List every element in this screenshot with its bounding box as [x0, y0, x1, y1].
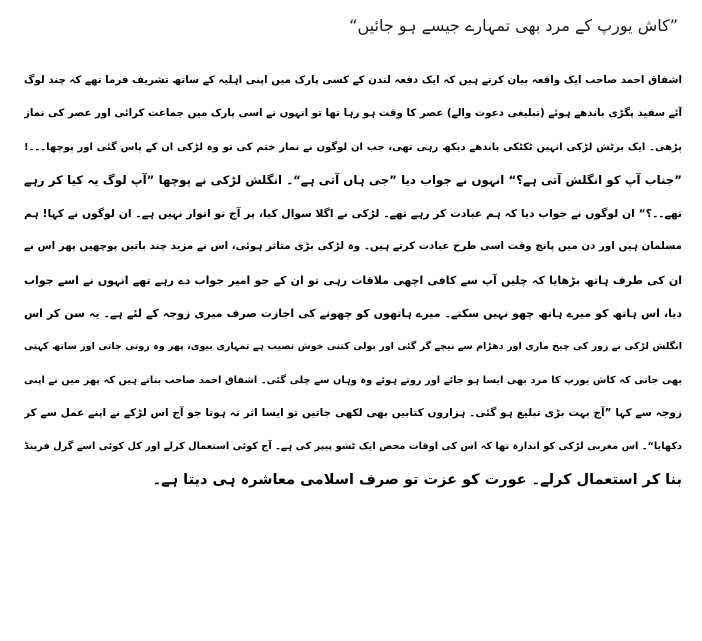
body-line: ان کی طرف ہاتھ بڑھایا کہ چلیں آپ سے کافی اچھی ملاقات رہی تو ان کے جو امیر جواب دے رہے تھے انہوں نے اسے جواب: [24, 273, 682, 287]
body-line: زوجہ سے کہا ”آج بہت بڑی تبلیغ ہو گئی۔ ہزاروں کتابیں بھی لکھی جاتیں تو ایسا اثر نہ ہوتا جو آج اس لڑکے نے اپنے عمل سے کر: [24, 406, 682, 419]
body-line: آئے سفید پگڑی باندھے ہوئے (تبلیغی دعوت والے) عصر کا وقت ہو رہا تھا تو انہوں نے اسی پارک میں جماعت کرائی اور عصر کی نماز: [24, 107, 682, 120]
article-body: [24, 64, 682, 497]
body-line: دیا، اس ہاتھ کو میرے ہاتھ چھو نہیں سکتے۔ میرے ہاتھوں کو چھونے کی اجازت صرف میری زوجہ کے لئے ہے۔ یہ سن کر اس: [24, 307, 682, 321]
body-line: بنا کر استعمال کرلے۔ عورت کو عزت تو صرف اسلامی معاشرہ ہی دیتا ہے۔: [152, 471, 682, 488]
article: [24, 6, 682, 634]
body-line: مسلمان ہیں اور دن میں پانچ وقت اسی طرح عبادت کرتے ہیں۔ وہ لڑکی بڑی متاثر ہوئی، اس نے مزید چند باتیں پوچھیں پھر اس نے: [24, 240, 682, 253]
article-title: ”کاش یورپ کے مرد بھی تمہارے جیسے ہو جائیں“: [349, 16, 678, 35]
body-line: اشفاق احمد صاحب ایک واقعہ بیان کرتے ہیں کہ ایک دفعہ لندن کے کسی پارک میں اپنی اہلیہ کے ساتھ تشریف فرما تھے کہ چند لوگ: [24, 74, 682, 86]
body-line: پڑھی۔ ایک برٹش لڑکی انہیں ٹکٹکی باندھے دیکھ رہی تھی، جب ان لوگوں نے نماز ختم کی تو وہ لڑکی ان کے پاس گئی اور پوچھا۔۔۔!: [24, 141, 682, 153]
body-line: بھی جاتی کہ کاش یورپ کا مرد بھی ایسا ہو جائے اور روتے ہوئے وہ وہاں سے چلی گئی۔ اشفاق احمد صاحب بتاتے ہیں کہ پھر میں نے اپنی: [24, 374, 682, 386]
body-line: تھے۔۔؟“ ان لوگوں نے جواب دیا کہ ہم عبادت کر رہے تھے۔ لڑکی نے اگلا سوال کیا، پر آج تو اتوار نہیں ہے۔ ان لوگوں نے کہا! ہم: [24, 207, 682, 221]
body-line: انگلش لڑکی نے زور کی چیخ ماری اور دھڑام سے نیچے گر گئی اور بولی کتنی خوش نصیب ہے تمہاری بیوی، پھر وہ روتی جاتی اور ساتھ کہتی: [24, 341, 682, 353]
body-line: دکھایا“۔ اس مغربی لڑکی کو اندازہ تھا کہ اس کی اوقات محض ایک ٹشو پیپر کی ہے۔ آج کوئی استعمال کرلے اور کل کوئی اسے گرل فرینڈ: [24, 441, 682, 453]
body-line: ”جناب آپ کو انگلش آتی ہے؟“ انہوں نے جواب دیا ”جی ہاں آتی ہے“۔ انگلش لڑکی نے پوچھا ”آپ لوگ یہ کیا کر رہے: [24, 172, 682, 187]
